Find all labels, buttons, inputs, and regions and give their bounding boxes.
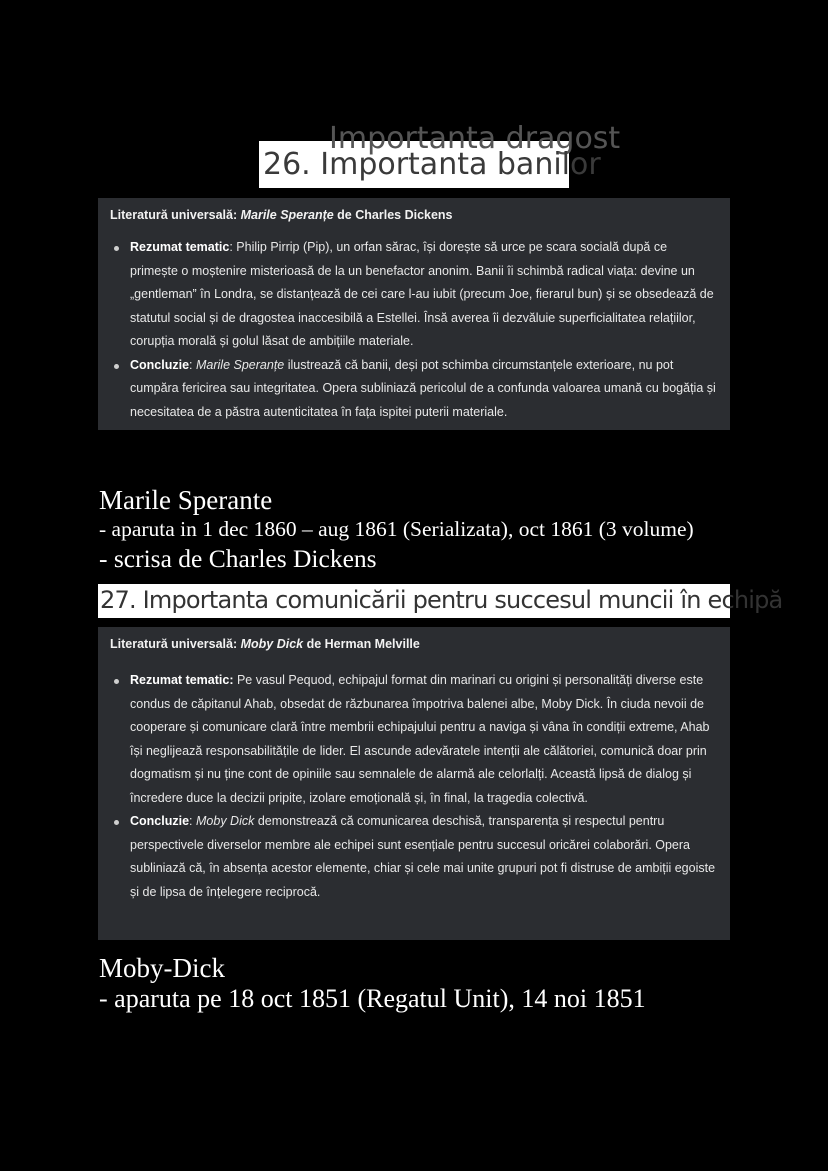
section-27-answer-panel bbox=[98, 627, 730, 940]
cropped-previous-heading: Importanta dragost bbox=[329, 121, 621, 156]
notes-title: Moby-Dick bbox=[99, 953, 225, 983]
panel-heading: Literatură universală: Marile Speranțe de Charles Dickens bbox=[110, 208, 453, 222]
section-26-heading-strip bbox=[259, 121, 621, 188]
bullet-list bbox=[110, 236, 718, 424]
section-26-answer-panel bbox=[98, 198, 730, 430]
section-26-heading: 26. Importanta banilor bbox=[263, 147, 601, 182]
bullet-list bbox=[110, 669, 718, 904]
section-27-heading: 27. Importanta comunicării pentru succesul muncii în echipă bbox=[100, 586, 783, 614]
panel-heading: Literatură universală: Moby Dick de Herman Melville bbox=[110, 637, 420, 651]
list-item: Concluzie: Marile Speranțe ilustrează că banii, deși pot schimba circumstanțele exterioare, nu pot cumpăra fericirea sau integritatea. Opera subliniază pericolul de a confunda valoarea umană cu bogăția și necesitatea de a păstra autenticitatea în fața ispitei puterii materiale. bbox=[110, 354, 718, 425]
notes-line: - aparuta pe 18 oct 1851 (Regatul Unit), 14 noi 1851 bbox=[99, 984, 646, 1013]
list-item: Rezumat tematic: Pe vasul Pequod, echipajul format din marinari cu origini și personalități diverse este condus de căpitanul Ahab, obsedat de răzbunarea împotriva balenei albe, Moby Dick. În ciuda nevoii de cooperare și comunicare clară între membrii echipajului pentru a naviga și vâna în condiții extreme, Ahab își neglijează responsabilitățile de lider. El ascunde adevăratele intenții ale călătoriei, comunică doar prin dogmatism și nu ține cont de opiniile sau semnalele de alarmă ale celorlalți. Această lipsă de dialog și încredere duce la decizii pripite, izolare emoțională și, în final, la tragedia colectivă. bbox=[110, 669, 718, 810]
section-27-heading-strip bbox=[98, 584, 783, 618]
list-item: Rezumat tematic: Philip Pirrip (Pip), un orfan sărac, își dorește să urce pe scara socială după ce primește o moștenire misterioasă de la un benefactor anonim. Banii îi schimbă radical viața: devine un „gentleman” în Londra, se distanțează de cei care l-au iubit (precum Joe, fierarul bun) și se obsedează de statutul social și de dragostea inaccesibilă a Estellei. Însă averea îi dezvăluie superficialitatea relațiilor, corupția morală și golul lăsat de ambițiile materiale. bbox=[110, 236, 718, 354]
list-item: Concluzie: Moby Dick demonstrează că comunicarea deschisă, transparența și respectul pentru perspectivele diverselor membre ale echipei sunt esențiale pentru succesul oricărei colaborări. Opera subliniază că, în absența acestor elemente, chiar și cele mai unite grupuri pot fi distruse de ambiții egoiste și de lipsa de înțelegere reciprocă. bbox=[110, 810, 718, 904]
notes-line: - scrisa de Charles Dickens bbox=[99, 544, 377, 573]
notes-title: Marile Sperante bbox=[99, 485, 273, 515]
notes-line: - aparuta in 1 dec 1860 – aug 1861 (Serializata), oct 1861 (3 volume) bbox=[99, 517, 694, 541]
